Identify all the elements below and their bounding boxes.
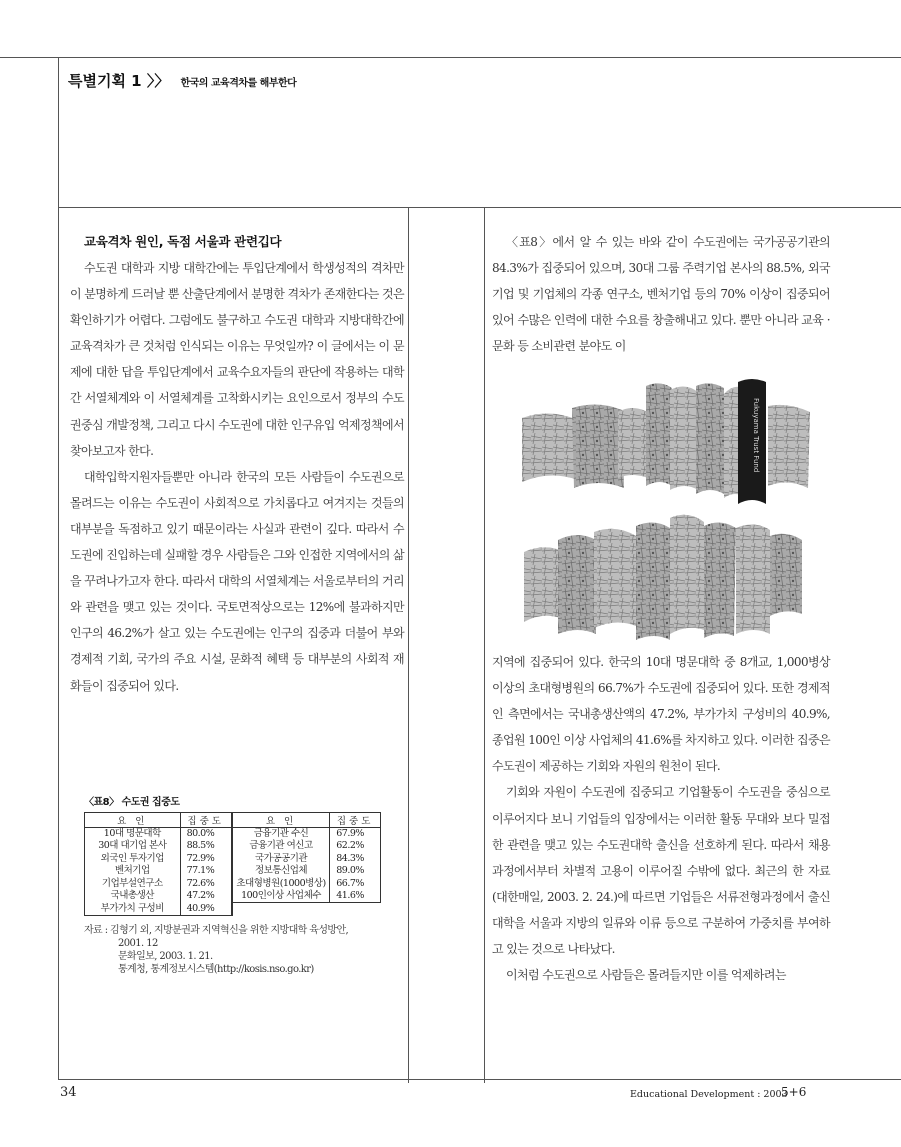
table-cell: 41.6% (330, 890, 381, 903)
table-cell: 67.9% (330, 828, 381, 841)
table-cell: 72.6% (180, 878, 232, 891)
source-line: 통계청, 통계정보시스템(http://kosis.nso.go.kr) (118, 963, 314, 975)
concentration-table (84, 812, 381, 916)
source-line: 2001. 12 (118, 937, 158, 949)
table-header-row (85, 813, 381, 828)
table-cell: 62.2% (330, 840, 381, 853)
table-cell: 정보통신업체 (232, 865, 330, 878)
header-band-rule (58, 207, 901, 208)
table-cell: 80.0% (180, 828, 232, 841)
concentration-table-block (80, 793, 400, 976)
table-title: 〈표8〉 수도권 집중도 (84, 797, 180, 808)
table-cell: 100인이상 사업체수 (232, 890, 330, 903)
body-paragraph: 대학입학지원자들뿐만 아니라 한국의 모든 사람들이 수도권으로 몰려드는 이유는 수도권이 사회적으로 가치롭다고 여겨지는 것들의 대부분을 독점하고 있기 때문이라는 사실과 관련이 깊다. 따라서 수도권에 진입하는데 실패할 경우 사람들은 그와 인접한 지역에서의 삶을 꾸려나가고자 한다. 따라서 대학의 서열체계는 서울로부터의 거리와 관련을 맺고 있는 것이다. 국토면적상으로는 12%에 불과하지만 인구의 46.2%가 살고 있는 수도권에는 인구의 집중과 더불어 부와 경제적 기회, 국가의 주요 시설, 문화적 혜택 등 대부분의 사회적 재화들이 집중되어 있다. (70, 469, 404, 693)
table-cell (232, 903, 330, 916)
column-divider-left (408, 207, 409, 1083)
table-cell: 47.2% (180, 890, 232, 903)
table-header-cell: 요 인 (85, 813, 181, 828)
body-paragraph: 수도권 대학과 지방 대학간에는 투입단계에서 학생성적의 격차만이 분명하게 드러날 뿐 산출단계에서 분명한 격차가 존재한다는 것은 확인하기가 어렵다. 그럼에도 불구하고 수도권 대학과 지방대학간에 교육격차가 큰 것처럼 인식되는 이유는 무엇일까? 이 글에서는 이 문제에 대한 답을 투입단계에서 교육수요자들의 판단에 작용하는 대학간 서열체계와 이 서열체계를 고착화시키는 요인으로서 정부의 수도권중심 개발정책, 그리고 다시 수도권에 대한 인구유입 억제정책에서 찾아보고자 한다. (70, 261, 404, 458)
left-margin-rule (58, 57, 59, 1079)
right-column-top (492, 229, 830, 359)
body-paragraph: 기회와 자원이 수도권에 집중되고 기업활동이 수도권을 중심으로 이루어지다 보니 기업들의 입장에서는 이러한 활동 무대와 보다 밀접한 관련을 맺고 있는 수도권대학 출신을 선호하게 된다. 따라서 채용과정에서부터 차별적 고용이 이루어질 수밖에 없다. 최근의 한 자료(대한매일, 2003. 2. 24.)에 따르면 기업들은 서류전형과정에서 출신대학을 서울과 지방의 일류와 이류 등으로 구분하여 가중치를 부여하고 있는 것으로 나타났다. (492, 785, 830, 957)
footer-issue: 5+6 (781, 1085, 807, 1099)
running-header (68, 70, 296, 91)
table-row (85, 840, 381, 853)
table-cell: 72.9% (180, 853, 232, 866)
source-line: 자료 : 김형기 외, 지방분권과 지역혁신을 위한 지방대학 육성방안, (84, 924, 349, 936)
table-sources (84, 924, 400, 976)
body-paragraph: 이처럼 수도권으로 사람들은 몰려들지만 이를 억제하려는 (506, 968, 786, 983)
table-cell: 국내총생산 (85, 890, 181, 903)
table-cell: 부가가치 구성비 (85, 903, 181, 916)
footer-journal: Educational Development : 2003 (630, 1089, 788, 1100)
table-cell: 기업부설연구소 (85, 878, 181, 891)
table-cell: 77.1% (180, 865, 232, 878)
table-cell: 외국인 투자기업 (85, 853, 181, 866)
table-cell: 66.7% (330, 878, 381, 891)
body-paragraph: 지역에 집중되어 있다. 한국의 10대 명문대학 중 8개교, 1,000병상 이상의 초대형병원의 66.7%가 수도권에 집중되어 있다. 또한 경제적인 측면에서는 국내총생산액의 47.2%, 부가가치 구성비의 40.9%, 종업원 100인 이상 사업체의 41.6%를 차지하고 있다. 이러한 집중은 수도권이 제공하는 기회와 자원의 원천이 된다. (492, 655, 830, 774)
table-cell: 국가공공기관 (232, 853, 330, 866)
table-cell: 금융기관 여신고 (232, 840, 330, 853)
section-label: 특별기획 1 〉〉 (68, 72, 170, 90)
books-illustration (520, 378, 816, 646)
table-cell (330, 903, 381, 916)
table-cell: 금융기관 수신 (232, 828, 330, 841)
series-title: 한국의 교육격차를 해부한다 (180, 78, 297, 89)
left-column (70, 229, 404, 699)
table-cell: 10대 명문대학 (85, 828, 181, 841)
table-row (85, 853, 381, 866)
table-header-cell: 요 인 (232, 813, 330, 828)
table-cell: 벤처기업 (85, 865, 181, 878)
table-cell: 84.3% (330, 853, 381, 866)
table-cell: 89.0% (330, 865, 381, 878)
page-number: 34 (60, 1085, 77, 1100)
column-divider-right (484, 207, 485, 1083)
table-row (85, 828, 381, 841)
table-header-cell: 집중도 (330, 813, 381, 828)
section-heading: 교육격차 원인, 독점 서울과 관련깁다 (84, 234, 282, 249)
table-row (85, 865, 381, 878)
table-header-cell: 집중도 (180, 813, 232, 828)
bottom-rule (58, 1079, 901, 1080)
table-row (85, 878, 381, 891)
right-column-bottom (492, 649, 830, 988)
book-row-bottom (524, 515, 802, 640)
body-paragraph: 〈표8〉에서 알 수 있는 바와 같이 수도권에는 국가공공기관의 84.3%가 집중되어 있으며, 30대 그룹 주력기업 본사의 88.5%, 외국기업 및 기업체의 각종 연구소, 벤처기업 등의 70% 이상이 집중되어 있어 수많은 인력에 대한 수요를 창출해내고 있다. 뿐만 아니라 교육 · 문화 등 소비관련 분야도 이 (492, 235, 830, 354)
book-spine-title: Fukuyama Trust Fund (752, 398, 760, 473)
table-cell: 40.9% (180, 903, 232, 916)
table-row (85, 903, 381, 916)
table-cell: 30대 대기업 본사 (85, 840, 181, 853)
table-cell: 초대형병원(1000병상) (232, 878, 330, 891)
book-row-top (522, 379, 810, 504)
source-line: 문화일보, 2003. 1. 21. (118, 950, 213, 962)
top-rule (0, 57, 901, 58)
table-cell: 88.5% (180, 840, 232, 853)
table-row (85, 890, 381, 903)
